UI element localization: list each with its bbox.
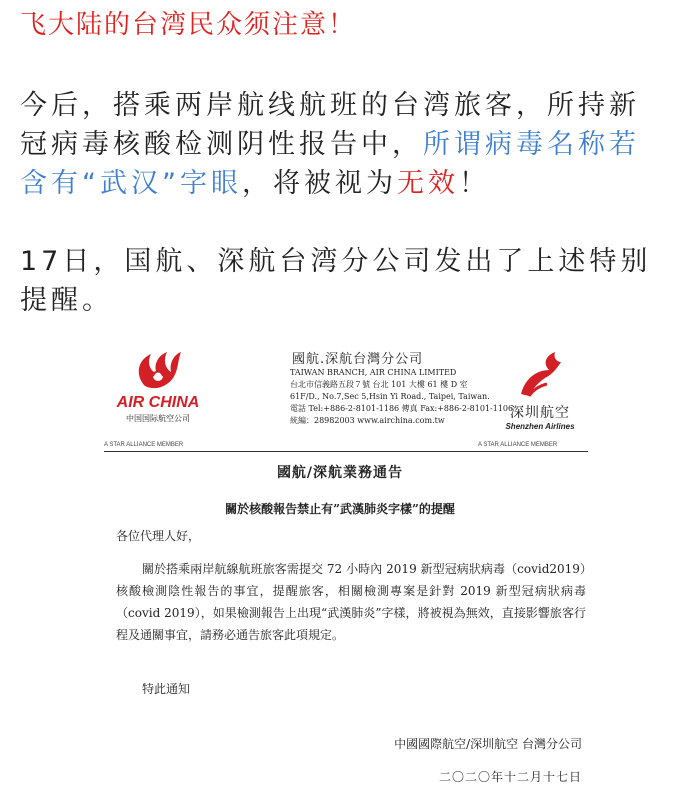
signer: 中國國際航空/深圳航空 台灣分公司 <box>394 737 582 751</box>
air-china-name-cn: 中国国际航空公司 <box>126 414 190 423</box>
branch-title: 國航.深航台灣分公司 <box>292 352 424 367</box>
closing: 特此通知 <box>142 682 191 696</box>
shenzhen-name-cn: 深圳航空 <box>510 405 570 421</box>
branch-address-en: 61F/D., No.7,Sec 5,Hsin Yi Road., Taipei, Taiwan. <box>290 392 490 401</box>
letterhead <box>70 340 610 462</box>
star-alliance-label: A STAR ALLIANCE MEMBER <box>478 442 558 448</box>
air-china-name-en: AIR CHINA <box>116 394 200 411</box>
phoenix-logo-icon <box>131 346 185 392</box>
paragraph-text: ！ <box>458 168 490 199</box>
paragraph-text: 今后，搭乘两岸航线航班的台湾旅客，所持新冠病毒核酸检测阴性报告中， <box>20 90 640 160</box>
air-china-logo <box>108 346 208 424</box>
branch-phone: 電話 Tel:+886-2-8101-1186 傳真 Fax:+886-2-8101-1106 <box>290 404 514 413</box>
red-highlight: 无效 <box>396 168 459 199</box>
letterhead-divider <box>104 451 588 452</box>
document-subject: 關於核酸報告禁止有”武漢肺炎字樣”的提醒 <box>225 502 455 516</box>
blue-highlight: 所谓病毒名称若含有“武汉”字眼 <box>20 129 640 199</box>
branch-address-cn: 台北市信義路五段７號 台北 101 大樓 61 樓 D 室 <box>290 380 468 389</box>
paragraph-text: ，将被视为 <box>241 168 397 199</box>
greeting: 各位代理人好， <box>116 529 201 543</box>
star-alliance-label: A STAR ALLIANCE MEMBER <box>104 442 184 448</box>
headline: 飞大陆的台湾民众须注意！ <box>20 10 357 40</box>
document-date: 二〇二〇年十二月十七日 <box>438 770 582 784</box>
paragraph-notice <box>20 86 660 203</box>
branch-tax-web: 統編：28982003 www.airchina.com.tw <box>290 416 445 425</box>
bird-logo-icon <box>515 348 565 400</box>
document-title: 國航/深航業務通告 <box>276 465 404 481</box>
branch-name-en: TAIWAN BRANCH, AIR CHINA LIMITED <box>290 368 457 377</box>
shenzhen-airlines-logo <box>490 348 590 431</box>
document-body: 關於搭乘兩岸航線航班旅客需提交 72 小時內 2019 新型冠病狀病毒（covid2019）核酸檢測陰性報告的事宜，提醒旅客，相關檢測專案是針對 2019 新型冠病狀病毒（covid 2019），如果檢測報告上出現“武漢肺炎”字樣，將被視為無效，直接影響旅客行程及通關事宜，請務必通告旅客此項規定。 <box>116 562 586 642</box>
notice-document-image <box>70 340 610 804</box>
paragraph-source: 17日，国航、深航台湾分公司发出了上述特别提醒。 <box>20 246 652 316</box>
branch-address-block <box>220 348 514 427</box>
shenzhen-name-en: Shenzhen Airlines <box>505 422 575 431</box>
